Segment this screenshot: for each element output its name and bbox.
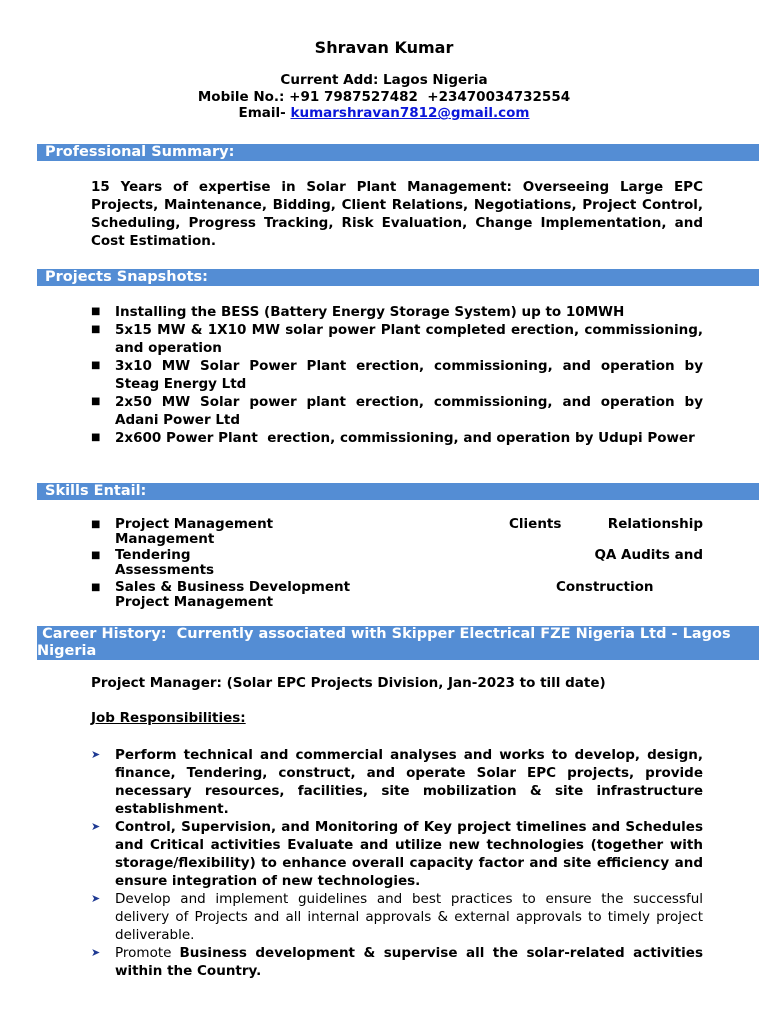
list-item: ➤ Develop and implement guidelines and best practices to ensure the successful delivery of Projects and all internal approvals & external approvals to timely project deliverable.	[91, 891, 703, 943]
list-item: ➤ Promote Business development & supervise all the solar-related activities within the Country.	[91, 945, 703, 979]
list-item: ➤ Control, Supervision, and Monitoring of Key project timelines and Schedules and Critical activities Evaluate and utilize new technologies (together with storage/flexibility) to enhance overall capacity factor and site efficiency and ensure integration of new technologies.	[91, 819, 703, 889]
list-item: ■ 2x50 MW Solar power plant erection, commissioning, and operation by Adani Power Ltd	[91, 394, 703, 428]
arrow-bullet-icon: ➤	[91, 748, 101, 761]
summary-text: 15 Years of expertise in Solar Plant Management: Overseeing Large EPC Projects, Maintenance, Bidding, Client Relations, Negotiations, Project Control, Scheduling, Progress Tracking, Risk Evaluation, Change Implementation, and Cost Estimation.	[91, 179, 703, 249]
responsibilities-list	[91, 746, 703, 980]
arrow-bullet-icon: ➤	[91, 820, 101, 833]
skill-continuation: Management	[115, 531, 215, 547]
email-link[interactable]: kumarshravan7812@gmail.com	[290, 105, 530, 121]
job-responsibilities-heading: Job Responsibilities:	[91, 710, 246, 726]
email-label: Email-	[238, 105, 291, 121]
bullet-icon: ■	[91, 582, 101, 593]
mobile-number: Mobile No.: +91 7987527482 +23470034732554	[197, 89, 571, 105]
section-projects-snapshots: Projects Snapshots:	[37, 269, 759, 286]
skill-right: Clients	[509, 516, 562, 532]
arrow-bullet-icon: ➤	[91, 946, 101, 959]
bullet-icon: ■	[91, 360, 101, 371]
section-professional-summary: Professional Summary:	[37, 144, 759, 161]
current-address: Current Add: Lagos Nigeria	[280, 72, 488, 88]
bullet-icon: ■	[91, 306, 101, 317]
bullet-icon: ■	[91, 396, 101, 407]
list-item: ■ Installing the BESS (Battery Energy Storage System) up to 10MWH	[91, 304, 625, 320]
bullet-icon: ■	[91, 519, 101, 530]
skill-right: Construction	[556, 579, 654, 595]
candidate-name: Shravan Kumar	[314, 38, 454, 57]
skill-continuation: Assessments	[115, 562, 215, 578]
projects-list	[91, 303, 703, 447]
skill-left: Project Management	[115, 516, 274, 532]
skill-right: QA Audits and	[594, 547, 703, 563]
bullet-icon: ■	[91, 550, 101, 561]
skill-continuation: Project Management	[115, 594, 274, 610]
section-career-history: Career History: Currently associated with Skipper Electrical FZE Nigeria Ltd - Lagos Nigeria	[37, 626, 759, 660]
skill-right-2: Relationship	[607, 516, 703, 532]
list-item: ➤ Perform technical and commercial analyses and works to develop, design, finance, Tendering, construct, and operate Solar EPC projects, provide necessary resources, facilities, site mobilization & site infrastructure establishment.	[91, 747, 703, 817]
email-line	[0, 105, 768, 121]
section-skills-entail: Skills Entail:	[37, 483, 759, 500]
skill-left: Tendering	[115, 547, 191, 563]
arrow-bullet-icon: ➤	[91, 892, 101, 905]
skill-left: Sales & Business Development	[115, 579, 351, 595]
bullet-icon: ■	[91, 324, 101, 335]
role-title: Project Manager: (Solar EPC Projects Division, Jan-2023 to till date)	[91, 675, 606, 691]
list-item: ■ 3x10 MW Solar Power Plant erection, commissioning, and operation by Steag Energy Ltd	[91, 358, 703, 392]
list-item: ■ 5x15 MW & 1X10 MW solar power Plant completed erection, commissioning, and operation	[91, 322, 703, 356]
bullet-icon: ■	[91, 432, 101, 443]
list-item: ■ 2x600 Power Plant erection, commissioning, and operation by Udupi Power	[91, 430, 695, 446]
